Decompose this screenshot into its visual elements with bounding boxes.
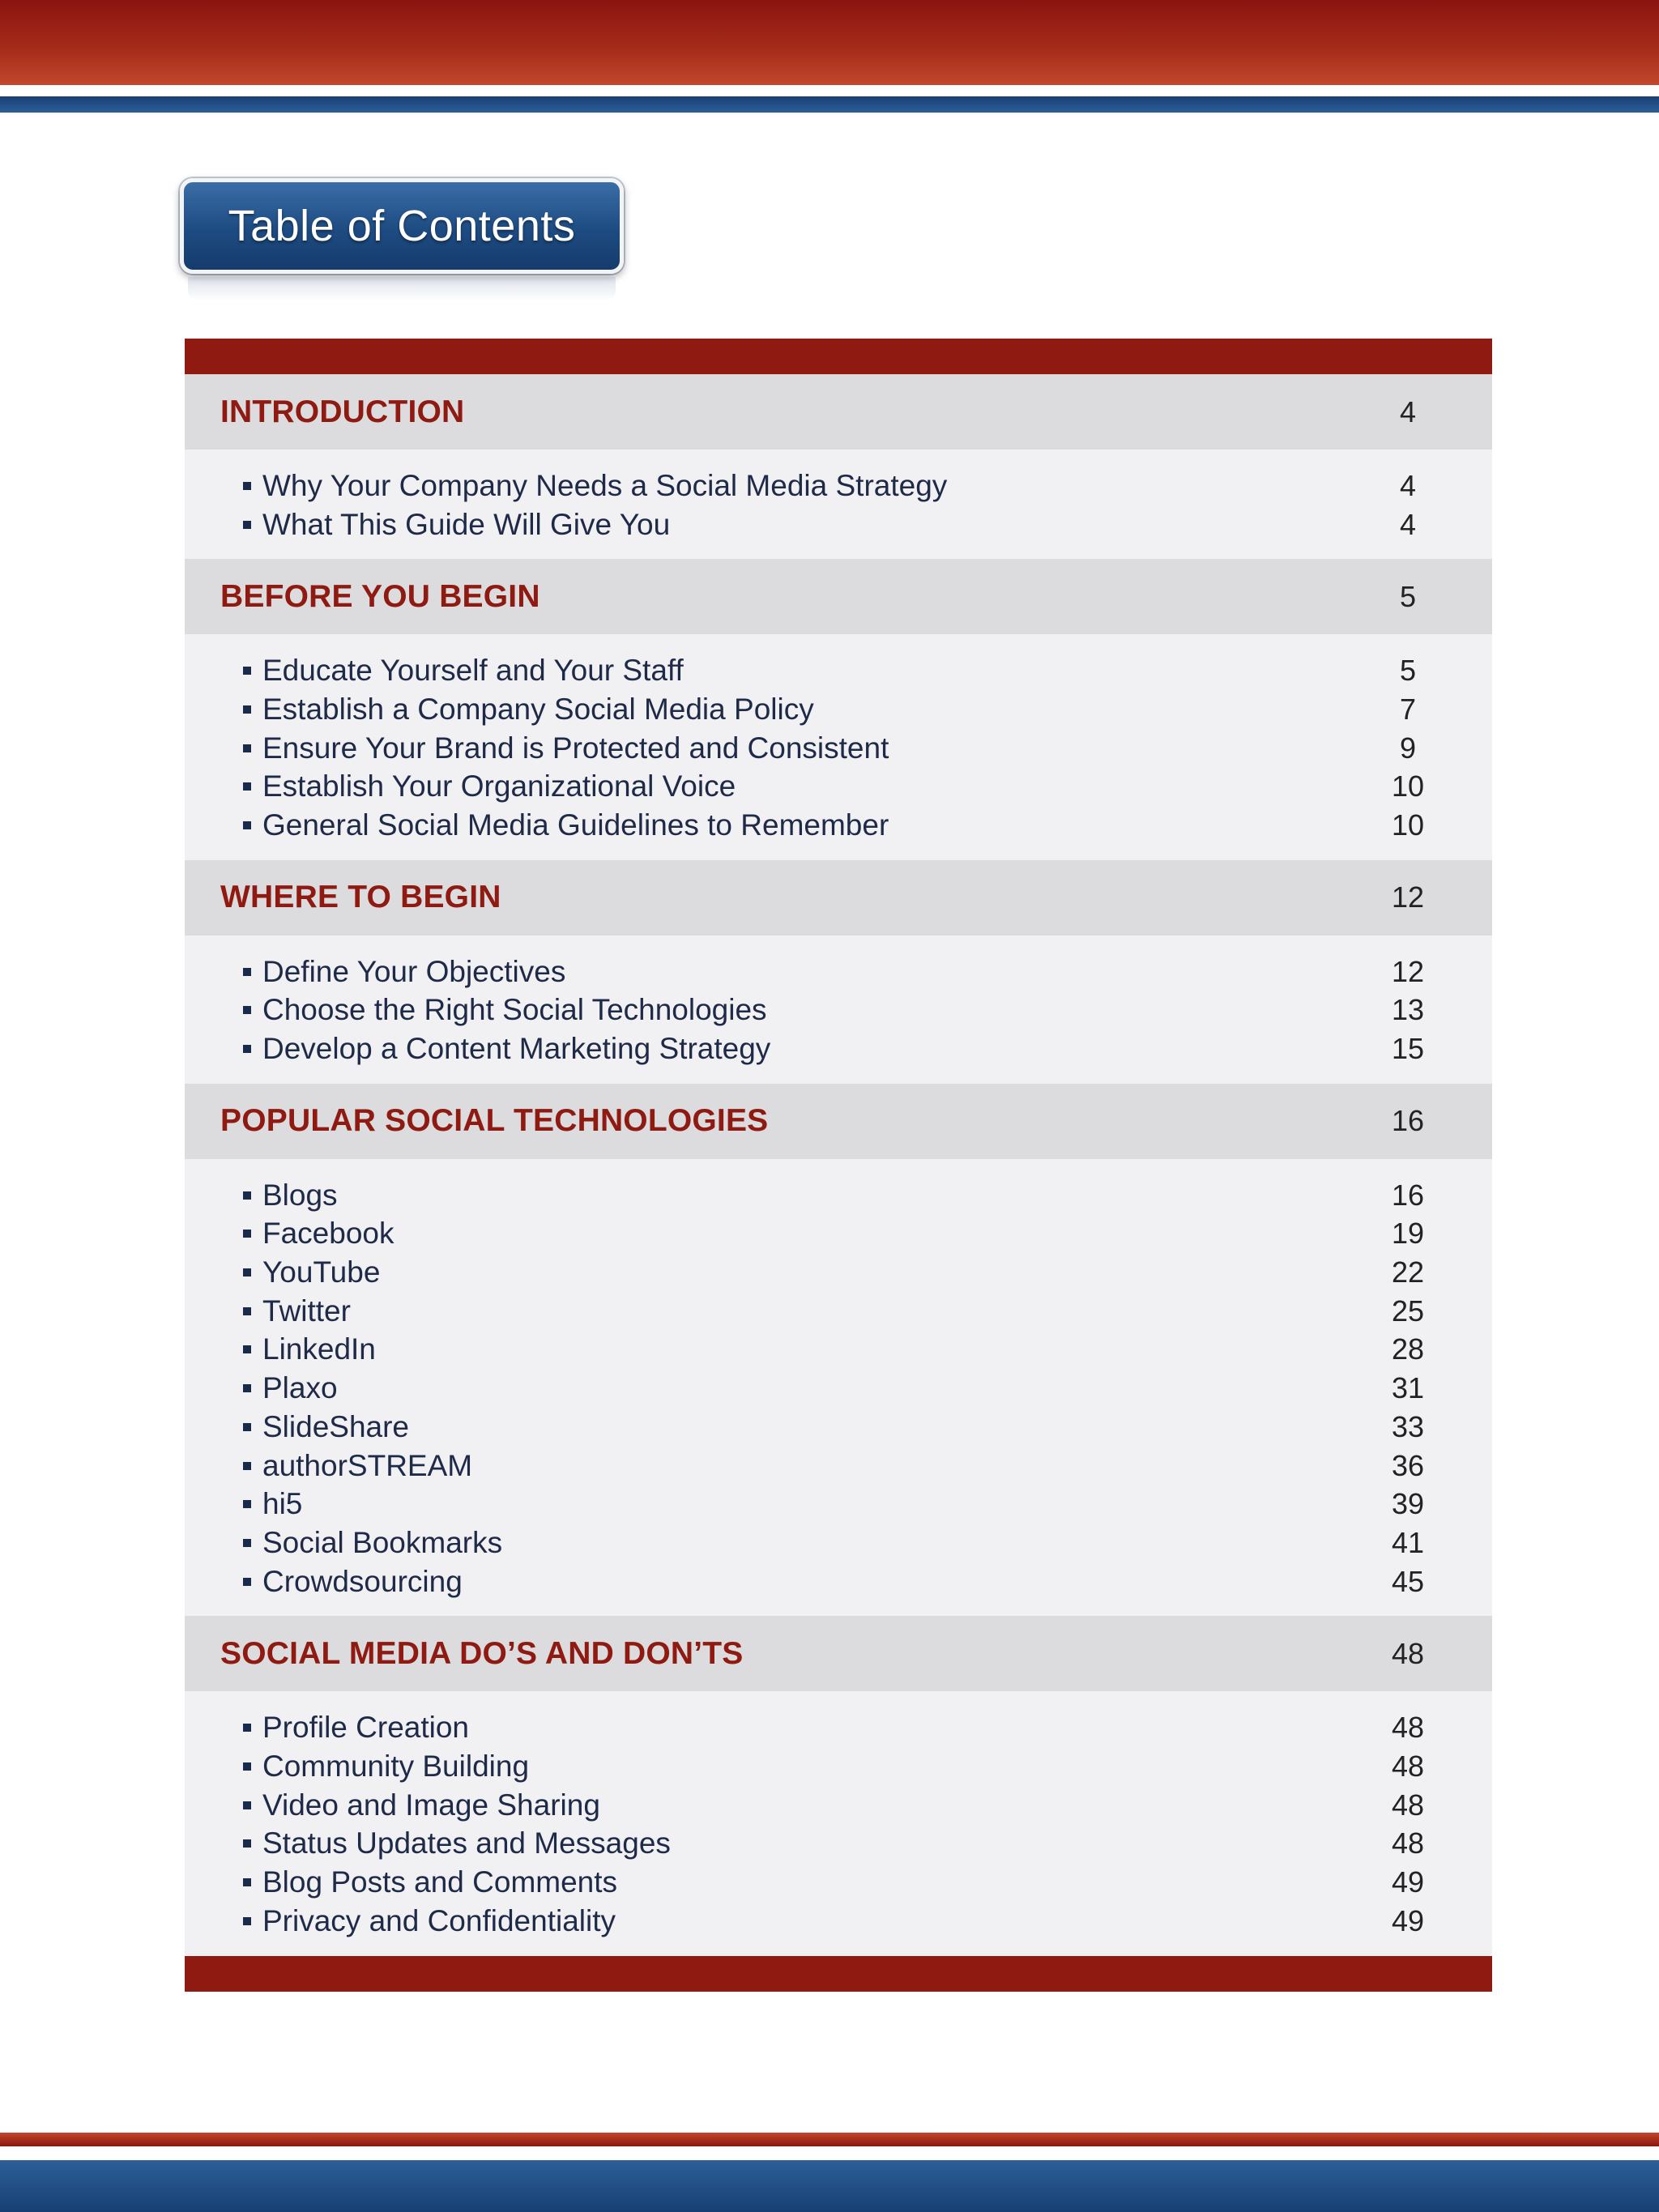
square-bullet-icon [243,782,251,791]
toc-entry-page-number: 10 [1391,808,1425,842]
toc-entry-left [243,1565,463,1599]
toc-entry-label: Blogs [262,1178,338,1212]
toc-entry[interactable] [185,1524,1492,1562]
toc-entry-page-number: 22 [1391,1255,1425,1289]
toc-entry[interactable] [185,1176,1492,1215]
toc-entry[interactable] [185,1902,1492,1941]
section-title: SOCIAL MEDIA DO’S AND DON’TS [220,1635,744,1671]
toc-entry-left [243,1255,380,1289]
square-bullet-icon [243,744,251,752]
toc-entry-page-number: 48 [1391,1826,1425,1860]
toc-entry-left [243,1750,529,1784]
section-title: INTRODUCTION [220,394,465,429]
toc-entry[interactable] [185,1747,1492,1786]
toc-entry-page-number: 9 [1399,731,1417,765]
square-bullet-icon [243,1045,251,1053]
section-title: WHERE TO BEGIN [220,880,501,915]
toc-entry[interactable] [185,1786,1492,1825]
toc-entry-left [243,731,889,765]
toc-entry[interactable] [185,1331,1492,1370]
toc-entry-left [243,1178,338,1213]
toc-entry-left [243,1294,351,1328]
toc-entry-left [243,1711,469,1745]
section-page-number: 5 [1399,579,1417,613]
toc-entry-left [243,1826,671,1860]
toc-entry-label: Define Your Objectives [262,954,566,988]
section-page-number: 12 [1391,880,1425,914]
square-bullet-icon [243,1230,251,1238]
square-bullet-icon [243,1500,251,1508]
toc-entry[interactable] [185,1029,1492,1068]
square-bullet-icon [243,1917,251,1925]
square-bullet-icon [243,1539,251,1547]
toc-entry-page-number: 39 [1391,1487,1425,1521]
toc-entry-page-number: 33 [1391,1409,1425,1443]
toc-entry-label: hi5 [262,1487,303,1521]
toc-entry-left [243,469,947,503]
toc-entry-page-number: 4 [1399,468,1417,502]
toc-entry[interactable] [185,505,1492,544]
toc-entry-page-number: 28 [1391,1332,1425,1366]
page-title: Table of Contents [228,202,576,250]
toc-entry-page-number: 25 [1391,1294,1425,1328]
toc-entry-label: Develop a Content Marketing Strategy [262,1032,771,1066]
toc-entry-label: Why Your Company Needs a Social Media Strategy [262,468,948,502]
footer-red-stripe [0,2133,1659,2146]
toc-entry-label: Educate Yourself and Your Staff [262,654,684,688]
title-badge [180,178,624,274]
square-bullet-icon [243,1006,251,1014]
square-bullet-icon [243,482,251,490]
toc-entry[interactable] [185,1215,1492,1254]
toc-entry[interactable] [185,1708,1492,1747]
toc-entry-left [243,1788,600,1822]
toc-table [185,339,1492,1992]
toc-entry-label: Plaxo [262,1371,338,1405]
title-badge-reflection [188,277,616,301]
toc-entry-left [243,1449,472,1483]
toc-entry[interactable] [185,467,1492,505]
toc-entry-label: General Social Media Guidelines to Remember [262,808,889,842]
toc-entry-page-number: 49 [1391,1903,1425,1937]
square-bullet-icon [243,1345,251,1353]
toc-entry[interactable] [185,953,1492,991]
square-bullet-icon [243,705,251,714]
toc-section-header[interactable] [185,860,1492,936]
square-bullet-icon [243,1307,251,1315]
toc-entry-left [243,1865,617,1899]
toc-entry-page-number: 48 [1391,1788,1425,1822]
toc-entry[interactable] [185,1253,1492,1292]
toc-entry-left [243,1371,338,1405]
toc-entry-left [243,693,814,727]
toc-entry[interactable] [185,1369,1492,1408]
toc-entry-left [243,1487,302,1521]
toc-entry-page-number: 10 [1391,769,1425,803]
toc-entry-page-number: 41 [1391,1525,1425,1559]
toc-entry-label: Establish Your Organizational Voice [262,769,736,803]
toc-entry-label: What This Guide Will Give You [262,507,671,541]
toc-entry-page-number: 5 [1399,654,1417,688]
toc-entry-left [243,769,736,803]
toc-entry-left [243,508,670,542]
toc-entry-page-number: 16 [1391,1178,1425,1212]
toc-bottom-bar [185,1956,1492,1992]
square-bullet-icon [243,667,251,675]
toc-entry-label: LinkedIn [262,1332,376,1366]
toc-entry[interactable] [185,690,1492,729]
square-bullet-icon [243,1878,251,1886]
toc-entry[interactable] [185,1408,1492,1447]
toc-entry[interactable] [185,991,1492,1030]
toc-entry-label: Privacy and Confidentiality [262,1903,616,1937]
toc-entry-page-number: 12 [1391,954,1425,988]
section-page-number: 16 [1391,1104,1425,1138]
toc-entry-label: SlideShare [262,1409,410,1443]
toc-entry-page-number: 48 [1391,1711,1425,1745]
toc-entry-left [243,955,565,989]
toc-entry[interactable] [185,1562,1492,1601]
toc-entry-label: Blog Posts and Comments [262,1865,618,1899]
toc-entry-page-number: 45 [1391,1564,1425,1598]
toc-entry[interactable] [185,767,1492,806]
toc-entry-left [243,808,889,842]
toc-entry-page-number: 4 [1399,507,1417,541]
section-item-list [185,1691,1492,1955]
toc-entry-left [243,654,684,688]
toc-entry-label: Ensure Your Brand is Protected and Consistent [262,731,889,765]
square-bullet-icon [243,1423,251,1431]
square-bullet-icon [243,1578,251,1586]
toc-entry-left [243,993,767,1027]
toc-section-header[interactable] [185,1084,1492,1159]
toc-entry-page-number: 31 [1391,1371,1425,1405]
toc-body [185,374,1492,1956]
toc-section-header[interactable] [185,374,1492,450]
toc-entry-page-number: 7 [1399,692,1417,726]
section-item-list [185,450,1492,559]
square-bullet-icon [243,1762,251,1771]
toc-entry[interactable] [185,806,1492,845]
toc-entry-label: Status Updates and Messages [262,1826,671,1860]
square-bullet-icon [243,1462,251,1470]
square-bullet-icon [243,521,251,529]
section-page-number: 48 [1391,1636,1425,1670]
square-bullet-icon [243,821,251,829]
toc-entry-label: Twitter [262,1294,351,1328]
toc-entry[interactable] [185,1863,1492,1902]
square-bullet-icon [243,1839,251,1848]
section-title: POPULAR SOCIAL TECHNOLOGIES [220,1103,769,1139]
toc-entry-page-number: 49 [1391,1865,1425,1899]
section-item-list [185,1159,1492,1617]
toc-entry-label: Video and Image Sharing [262,1788,600,1822]
square-bullet-icon [243,1268,251,1276]
toc-entry-label: Establish a Company Social Media Policy [262,692,814,726]
toc-entry-page-number: 36 [1391,1448,1425,1482]
toc-entry-page-number: 13 [1391,993,1425,1027]
square-bullet-icon [243,1191,251,1200]
toc-section-header[interactable] [185,559,1492,634]
toc-entry-left [243,1526,502,1560]
square-bullet-icon [243,1384,251,1392]
toc-entry-label: Crowdsourcing [262,1564,463,1598]
toc-entry-page-number: 48 [1391,1749,1425,1783]
toc-entry-label: Choose the Right Social Technologies [262,993,767,1027]
toc-entry-label: authorSTREAM [262,1448,473,1482]
toc-entry-left [243,1410,409,1444]
square-bullet-icon [243,1724,251,1732]
toc-entry-left [243,1332,376,1366]
toc-entry-label: Facebook [262,1217,394,1251]
section-item-list [185,634,1492,859]
footer-blue-band [0,2160,1659,2212]
toc-entry[interactable] [185,1292,1492,1331]
square-bullet-icon [243,968,251,976]
toc-entry[interactable] [185,1485,1492,1524]
toc-entry-label: YouTube [262,1255,381,1289]
toc-entry-left [243,1904,616,1938]
toc-entry-left [243,1032,770,1066]
section-item-list [185,936,1492,1084]
toc-entry[interactable] [185,651,1492,690]
toc-top-bar [185,339,1492,374]
toc-entry[interactable] [185,1447,1492,1485]
square-bullet-icon [243,1801,251,1809]
section-page-number: 4 [1399,394,1417,428]
toc-entry-page-number: 19 [1391,1217,1425,1251]
header-blue-stripe [0,96,1659,113]
section-title: BEFORE YOU BEGIN [220,578,540,614]
toc-entry[interactable] [185,1825,1492,1864]
toc-entry[interactable] [185,729,1492,768]
toc-section-header[interactable] [185,1616,1492,1691]
header-red-band [0,0,1659,85]
toc-entry-page-number: 15 [1391,1032,1425,1066]
toc-entry-label: Community Building [262,1749,530,1783]
toc-entry-label: Social Bookmarks [262,1525,503,1559]
toc-entry-left [243,1217,394,1251]
toc-entry-label: Profile Creation [262,1711,470,1745]
